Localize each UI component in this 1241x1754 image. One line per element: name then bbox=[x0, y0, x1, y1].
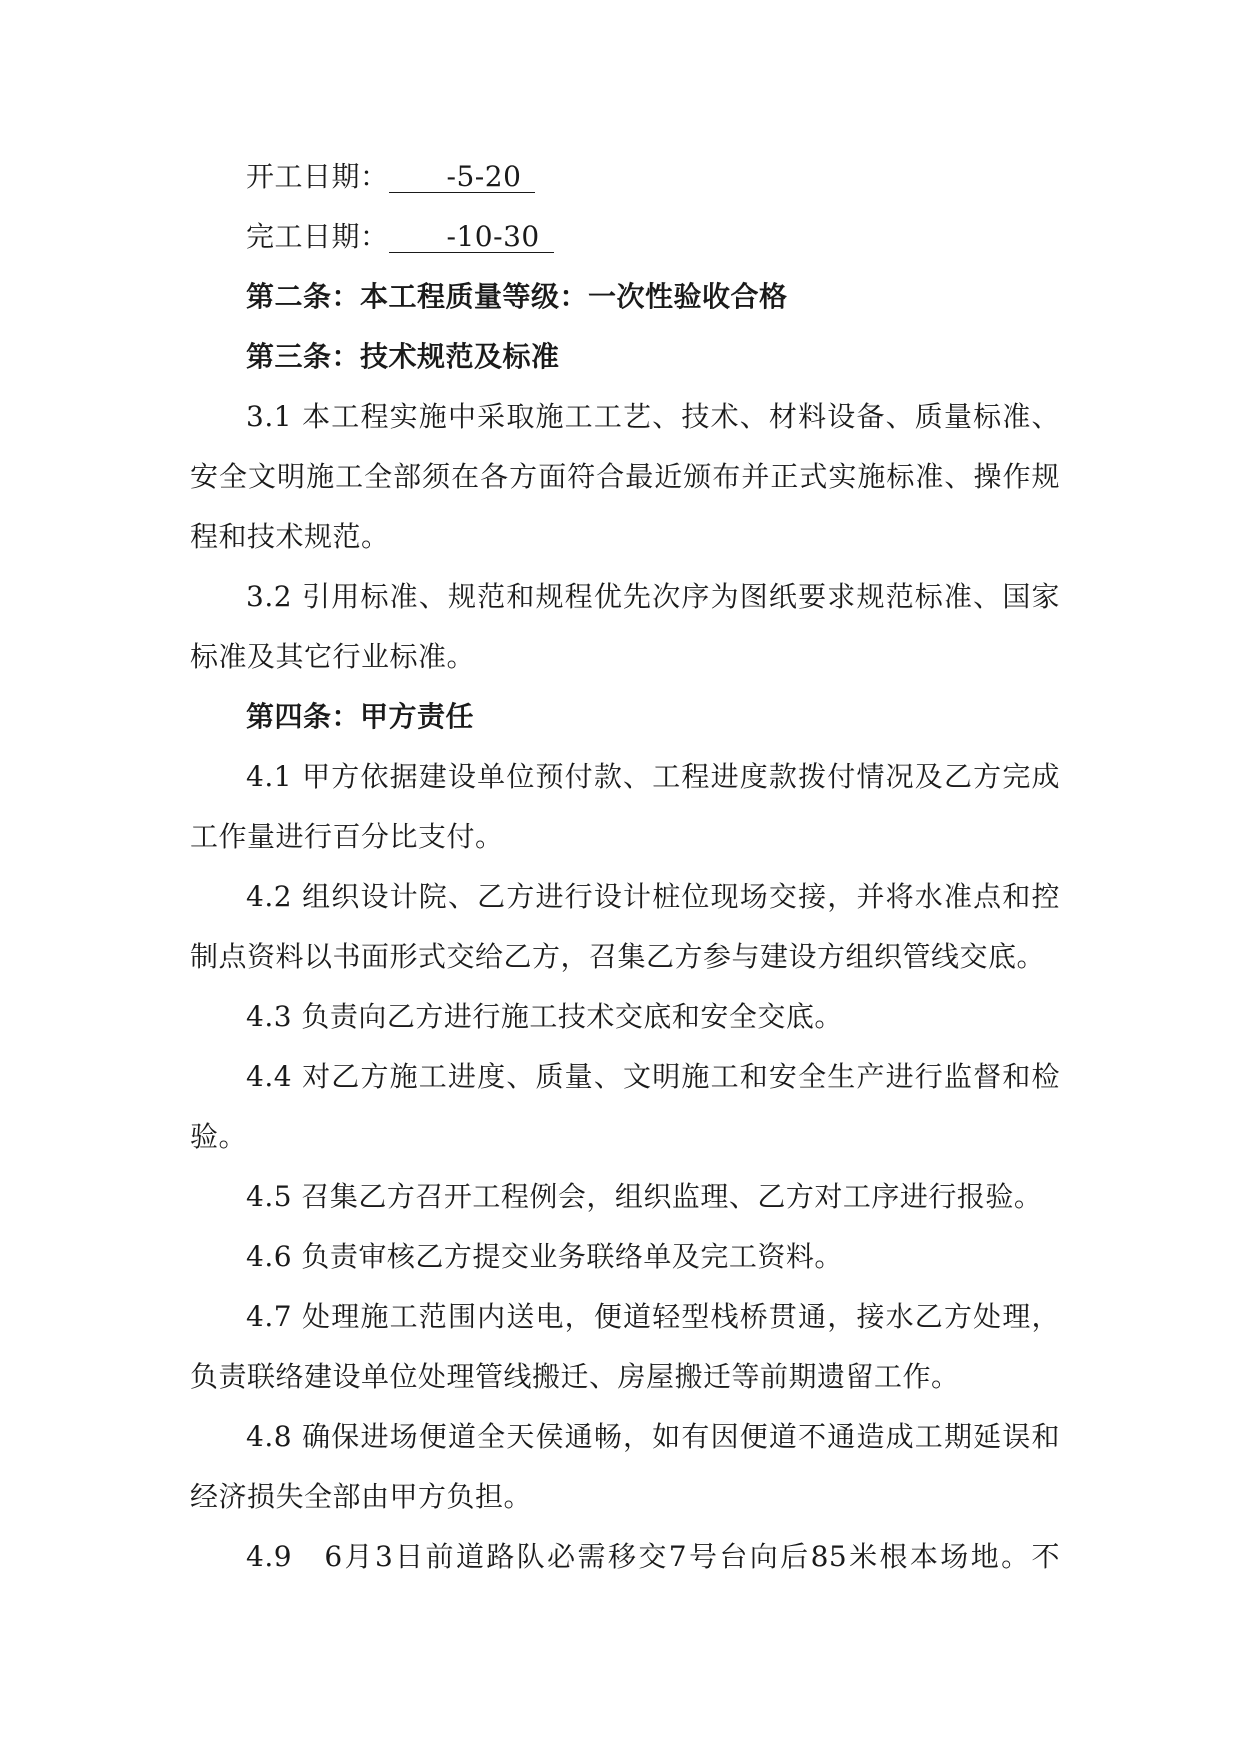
clause-4-5-line-1: 4.5 召集乙方召开工程例会，组织监理、乙方对工序进行报验。 bbox=[246, 1180, 1043, 1213]
clause-4-1-line-2: 工作量进行百分比支付。 bbox=[190, 820, 504, 853]
end-date-line bbox=[190, 207, 1060, 267]
article-3-heading: 第三条：技术规范及标准 bbox=[246, 340, 560, 373]
start-date-value: -5-20 bbox=[389, 162, 536, 193]
end-date-label: 完工日期： bbox=[246, 220, 389, 253]
article-2-heading: 第二条：本工程质量等级：一次性验收合格 bbox=[246, 280, 788, 313]
clause-4-9-line-1: 4.9 6月3日前道路队必需移交7号台向后85米根本场地。不 bbox=[246, 1540, 1060, 1573]
clause-4-7-line-2: 负责联络建设单位处理管线搬迁、房屋搬迁等前期遗留工作。 bbox=[190, 1360, 960, 1393]
document-body bbox=[190, 147, 1060, 1587]
clause-4-3-line-1: 4.3 负责向乙方进行施工技术交底和安全交底。 bbox=[246, 1000, 843, 1033]
start-date-line bbox=[190, 147, 1060, 207]
clause-3-1-line-1: 3.1 本工程实施中采取施工工艺、技术、材料设备、质量标准、 bbox=[246, 400, 1060, 433]
end-date-value: -10-30 bbox=[389, 222, 554, 253]
clause-4-8-line-1: 4.8 确保进场便道全天侯通畅，如有因便道不通造成工期延误和 bbox=[246, 1420, 1060, 1453]
clause-4-4-line-2: 验。 bbox=[190, 1120, 248, 1153]
clause-3-2-line-2: 标准及其它行业标准。 bbox=[190, 640, 476, 673]
article-4-heading: 第四条：甲方责任 bbox=[246, 700, 475, 733]
clause-4-8-line-2: 经济损失全部由甲方负担。 bbox=[190, 1480, 533, 1513]
clause-4-7-line-1: 4.7 处理施工范围内送电，便道轻型栈桥贯通，接水乙方处理， bbox=[246, 1300, 1060, 1333]
clause-4-2-line-1: 4.2 组织设计院、乙方进行设计桩位现场交接，并将水准点和控 bbox=[246, 880, 1060, 913]
clause-4-6-line-1: 4.6 负责审核乙方提交业务联络单及完工资料。 bbox=[246, 1240, 843, 1273]
clause-3-2-line-1: 3.2 引用标准、规范和规程优先次序为图纸要求规范标准、国家 bbox=[246, 580, 1060, 613]
start-date-label: 开工日期： bbox=[246, 160, 389, 193]
clause-4-4-line-1: 4.4 对乙方施工进度、质量、文明施工和安全生产进行监督和检 bbox=[246, 1060, 1060, 1093]
clause-3-1-line-2: 安全文明施工全部须在各方面符合最近颁布并正式实施标准、操作规 bbox=[190, 460, 1060, 493]
clause-3-1-line-3: 程和技术规范。 bbox=[190, 520, 390, 553]
clause-4-1-line-1: 4.1 甲方依据建设单位预付款、工程进度款拨付情况及乙方完成 bbox=[246, 760, 1060, 793]
clause-4-2-line-2: 制点资料以书面形式交给乙方，召集乙方参与建设方组织管线交底。 bbox=[190, 940, 1046, 973]
